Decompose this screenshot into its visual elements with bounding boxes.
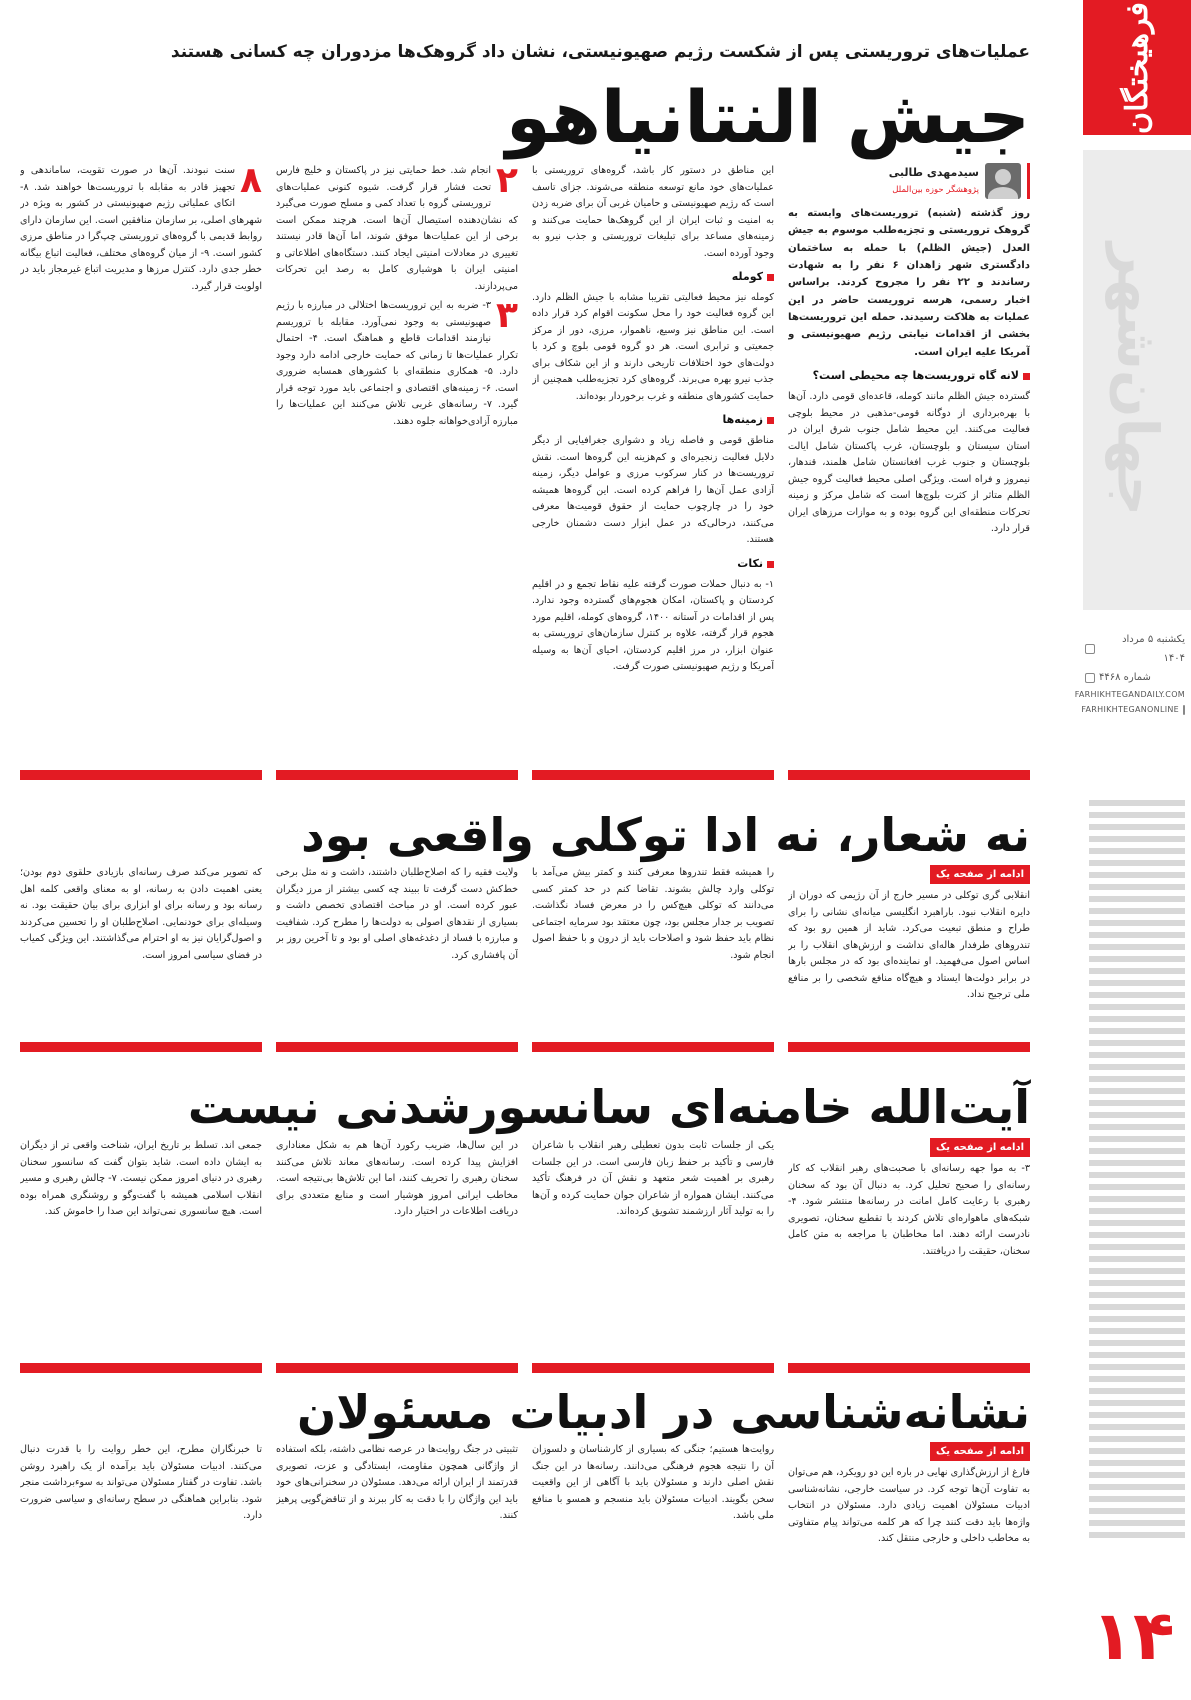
social-handle[interactable]: FARHIKHTEGANONLINE bbox=[1081, 705, 1179, 715]
article3-col-3 bbox=[276, 1138, 518, 1358]
article2-col-4 bbox=[20, 865, 262, 1035]
article4-col-4 bbox=[20, 1442, 262, 1687]
paragraph: انقلابی گری توکلی در مسیر خارج از آن رژیمی که دوران از دایره انقلاب نبود. باراهبرد انگلیسی میانه‌ای نشانی را برای طراح و منطق تبعیت می‌کرد. شاید از همین رو بود که تندروهای طرفدار هاله‌ای نداشت و ارزش‌های انقلاب را بر اساس اصول می‌فهمید. او نماینده‌ای بود که در مجلس بارها در برابر دولت‌ها ایستاد و هیچ‌گاه منافع شخصی را بر منافع ملی ترجیح نداد. bbox=[788, 890, 1030, 1001]
article1-lead: روز گذشته (شنبه) تروریست‌های وابسته به گروهک تروریستی و تجزیه‌طلب موسوم به جیش العدل (جیش الظلم) با حمله به ساختمان دادگستری شهر زاهدان ۶ نفر را به شهادت رساندند و ۲۲ نفر را مجروح کردند. براساس اخبار رسمی، هرسه تروریست حاضر در این عملیات به هلاکت رسیدند. حمله این تروریست‌ها بخشی از اقدامات نیابتی رژیم صهیونیستی و آمریکا علیه ایران است. bbox=[788, 208, 1030, 358]
paragraph: ولایت فقیه را که اصلاح‌طلبان داشتند، داشت و نه مثل برخی خط‌کش دست گرفت تا ببیند چه کسی بیشتر از مرز دیگران عبور کرده است. او در مباحث اقتصادی تخصص داشت و بسیاری از نقدهای اصولی به دولت‌ها را مطرح کرد. شفافیت و مبارزه با فساد از دغدغه‌های اصلی او بود و تا آخرین روز بر آن پافشاری کرد. bbox=[276, 867, 518, 961]
article2-title: نه شعار، نه ادا توکلی واقعی بود bbox=[301, 808, 1030, 862]
point-number-3: ۳ bbox=[496, 295, 518, 336]
paragraph: را همیشه فقط تندروها معرفی کنند و کمتر بیش می‌آمد با توکلی وارد چالش بشوند. تقاضا کنم در حد کمتر کسی می‌دانند که توکلی هیچ‌کس را در معرض فساد نگذاشت. تصویب بر جدار مجلس بود، چون معتقد بود سرمایه اجتماعی نظام باید حفظ شود و اصلاحات باید از درون و با حفظ اصول انجام شود. bbox=[532, 867, 774, 961]
article3-body bbox=[20, 1138, 1030, 1358]
date-text: یکشنبه ۵ مرداد ۱۴۰۴ bbox=[1122, 634, 1185, 664]
author-name: سیدمهدی طالبی bbox=[888, 166, 979, 180]
calendar-icon bbox=[1085, 644, 1095, 654]
paragraph: سنت نبودند. آن‌ها در صورت تقویت، ساماندهی و تجهیز قادر به مقابله با تروریست‌ها خواهند شد. ۸- اتکای عملیاتی رژیم صهیونیستی در کشور به ویژه در شهرهای اصلی، بر سازمان منافقین است. این سازمان دارای روابط قدیمی با گروه‌های تروریستی چپ‌گرا در مناطق مرزی کشور است. ۹- از میان گروه‌های مختلف، فعالیت اتباع بیگانه خطر جدی دارد. کنترل مرزها و مدیریت اتباع غیرمجاز باید در اولویت قرار گیرد. bbox=[20, 165, 262, 292]
paragraph: تا خبرنگاران مطرح، این خطر روایت را با قدرت دنبال می‌کنند. ادبیات مسئولان باید برآمده از یک راهبرد روشن باشد. تفاوت در گفتار مسئولان می‌تواند به سوءبرداشت منجر شود. بنابراین هماهنگی در سطح رسانه‌ای و سیاسی ضرورت دارد. bbox=[20, 1444, 262, 1521]
article4-title: نشانه‌شناسی در ادبیات مسئولان bbox=[296, 1385, 1030, 1439]
issue-meta bbox=[1074, 630, 1185, 717]
article1-title: جیش النتانیاهو bbox=[505, 75, 1030, 159]
article4-col-3 bbox=[276, 1442, 518, 1687]
divider-bar bbox=[20, 1042, 1030, 1052]
continued-badge: ادامه از صفحه یک bbox=[930, 1138, 1030, 1157]
avatar bbox=[985, 163, 1021, 199]
point-number-8: ۸ bbox=[240, 163, 262, 201]
article4-col-1 bbox=[788, 1442, 1030, 1687]
article1-col-4 bbox=[20, 163, 262, 763]
paragraph: این مناطق در دستور کار باشد، گروه‌های تروریستی با عملیات‌های خود مانع توسعه منطقه می‌شوند. جزای تاسف است که رژیم صهیونیستی و حامیان غربی آن برای ضربه زدن به امنیت و ثبات ایران از این گروهک‌ها حمایت می‌کنند و زمینه‌های مساعد برای تبلیغات تروریستی و جذب نیرو به وجود آورده است. bbox=[532, 165, 774, 259]
right-rail bbox=[1061, 0, 1191, 1700]
article2-col-2 bbox=[532, 865, 774, 1035]
article4-col-2 bbox=[532, 1442, 774, 1687]
continued-badge: ادامه از صفحه یک bbox=[930, 865, 1030, 884]
page-number: ۱۴ bbox=[1091, 1597, 1175, 1676]
author-role: پژوهشگر حوزه بین‌الملل bbox=[892, 185, 979, 196]
social-row[interactable] bbox=[1081, 702, 1185, 717]
date-row bbox=[1085, 630, 1185, 668]
paragraph: ۳- به موا جهه رسانه‌ای با صحبت‌های رهبر انقلاب که کار رسانه‌ای را صحیح تحلیل کرد. به دنبال آن بود که سخنان رهبری با رعایت کامل امانت در رسانه‌ها منتشر شود. ۴- شبکه‌های ماهواره‌ای تلاش کردند با تقطیع سخنان، تصویری نادرست ارائه دهند. اما مخاطبان با مراجعه به متن کامل سخنان، حقیقت را دریافتند. bbox=[788, 1163, 1030, 1257]
article1-col-3 bbox=[276, 163, 518, 763]
issue-row bbox=[1085, 668, 1185, 687]
section-title: جهان‌شهر bbox=[1104, 243, 1170, 517]
logo-text: فرهیختگان bbox=[1119, 1, 1155, 134]
article4-body bbox=[20, 1442, 1030, 1687]
author-byline bbox=[788, 163, 1030, 199]
paragraph: جمعی اند. تسلط بر تاریخ ایران، شناخت واقعی تر از دیگران به ایشان داده است. شاید بتوان گفت که سانسور سخنان رهبری در دنیای امروز ممکن نیست. ۷- چالش رهبری و مسیر انقلاب اسلامی همیشه با گفت‌وگو و روشنگری همراه بوده است. هیچ سانسوری نمی‌تواند این صدا را خاموش کند. bbox=[20, 1140, 262, 1217]
site-row[interactable] bbox=[1074, 687, 1185, 702]
subhead-context: لانه گاه تروریست‌ها چه محیطی است؟ bbox=[788, 367, 1030, 386]
paragraph: یکی از جلسات ثابت بدون تعطیلی رهبر انقلاب با شاعران فارسی و تأکید بر حفظ زبان فارسی است. در این جلسات رهبری بر اهمیت شعر متعهد و نقش آن در فرهنگ تأکید می‌کنند. ایشان همواره از شاعران جوان حمایت کرده و آن‌ها را به تولید آثار ارزشمند تشویق کرده‌اند. bbox=[532, 1140, 774, 1217]
masthead-logo bbox=[1083, 0, 1191, 135]
paragraph: که تصویر می‌کند صرف رسانه‌ای بازیادی حلقوی دوم بودن؛ یعنی اهمیت دادن به رسانه، او به معنای واقعی کلمه اهل رسانه بود و رسانه برای او ابزاری برای بیان حقیقت بود. نه وسیله‌ای برای خودنمایی. اصلاح‌طلبان او را تحسین می‌کردند و اصول‌گرایان نیز به او احترام می‌گذاشتند. این ویژگی کمیاب در فضای سیاسی امروز است. bbox=[20, 867, 262, 961]
divider-bar bbox=[20, 770, 1030, 780]
article1-kicker: عملیات‌های تروریستی پس از شکست رژیم صهیونیستی، نشان داد گروهک‌ها مزدوران چه کسانی هستند bbox=[170, 42, 1030, 62]
point-number-2: ۲ bbox=[496, 163, 518, 201]
divider-bar bbox=[20, 1363, 1030, 1373]
subhead-background: زمینه‌ها bbox=[532, 411, 774, 430]
paragraph: مناطق قومی و فاصله زیاد و دشواری جغرافیایی از دیگر دلایل فعالیت زنجیره‌ای و کم‌هزینه این گروه‌ها است. نقش تروریست‌ها در کنار سرکوب مرزی و عوامل دیگر، زمینه آزادی عمل آن‌ها را فراهم کرده است. این گروه‌ها همیشه خود را در چارچوب حمایت از حقوق قومیت‌ها معرفی می‌کنند، درحالی‌که در عمل ابزار دست دشمنان خارجی هستند. bbox=[532, 435, 774, 546]
paragraph: در این سال‌ها، ضریب رکورد آن‌ها هم به شکل معناداری افزایش پیدا کرده است. رسانه‌های معاند تلاش می‌کنند سخنان رهبری را تحریف کنند، اما این تلاش‌ها بی‌نتیجه است. مخاطب ایرانی امروز هوشیار است و منابع متعددی برای دریافت اطلاعات در اختیار دارد. bbox=[276, 1140, 518, 1217]
paragraph: فارغ از ارزش‌گذاری نهایی در باره این دو رویکرد، هم می‌توان به تفاوت آن‌ها توجه کرد. در سیاست خارجی، نشانه‌شناسی ادبیات مسئولان اهمیت زیادی دارد. مسئولان در انتخاب واژه‌ها باید دقت کنند چرا که هر کلمه می‌تواند پیام متفاوتی به مخاطب داخلی و خارجی منتقل کند. bbox=[788, 1467, 1030, 1545]
article2-col-1 bbox=[788, 865, 1030, 1035]
paragraph: انجام شد. خط حمایتی نیز در پاکستان و خلیج فارس تحت فشار قرار گرفت. شیوه کنونی عملیات‌های تروریستی گروه با تعداد کمی و مسلح صورت می‌گیرد که نشان‌دهنده استیصال آن‌ها است. هرچند ممکن است برخی از این عملیات‌ها موفق شوند، اما آن‌ها قادر نیستند تغییری در معادلات امنیتی ایجاد کنند. دستگاه‌های اطلاعاتی و امنیتی ایران با هوشیاری کامل به رصد این تحرکات می‌پردازند. bbox=[276, 165, 518, 292]
paragraph: ۱- به دنبال حملات صورت گرفته علیه نقاط تجمع و در اقلیم کردستان و پاکستان، امکان هجوم‌های گسترده وجود ندارد. پس از اقدامات در آستانه ۱۴۰۰، گروه‌های کومله، اقلیم مورد هجوم قرار گرفته، علاوه بر کنترل سازمان‌های تروریستی به عنوان ابزار، در مرز اقلیم کردستان، احیای آن‌ها به وسیله آمریکا و رژیم صهیونیستی صورت گرفت. bbox=[532, 578, 774, 673]
article1-col-1 bbox=[788, 163, 1030, 763]
paragraph: ۳- ضربه به این تروریست‌ها اختلالی در مبارزه با رژیم صهیونیستی به وجود نمی‌آورد. مقابله با تروریسم نیازمند اقدامات قاطع و هماهنگ است. ۴- احتمال تکرار عملیات‌ها تا زمانی که حمایت خارجی ادامه دارد وجود دارد. ۵- همکاری منطقه‌ای با کشورهای همسایه ضروری است. ۶- زمینه‌های اقتصادی و اجتماعی باید مورد توجه قرار گیرد. ۷- رسانه‌های غربی تلاش می‌کنند این عملیات‌ها را مبارزه آزادی‌خواهانه جلوه دهند. bbox=[276, 300, 518, 427]
article3-col-4 bbox=[20, 1138, 262, 1358]
article3-col-2 bbox=[532, 1138, 774, 1358]
paragraph: کومله نیز محیط فعالیتی تقریبا مشابه با جیش الظلم دارد. این گروه فعالیت خود را محل سکونت اقوام کرد قرار داده است. این مناطق نیز وسیع، ناهموار، مرزی، دور از مرکز جمعیتی و ترابری است. هر دو گروه قومی بلوچ و کرد با دولت‌های خود اختلافات تاریخی دارند و از این شکاف برای جذب نیرو بهره می‌برند. گروه‌های کرد تجزیه‌طلب همچنین از حمایت کشورهای منطقه و غرب برخوردار بوده‌اند. bbox=[532, 291, 774, 402]
paragraph: روایت‌ها هستیم؛ جنگی که بسیاری از کارشناسان و دلسوزان آن را نتیجه هجوم فرهنگی می‌دانند. رسانه‌ها در این جنگ نقش اصلی دارند و مسئولان باید با آگاهی از این واقعیت سخن بگویند. ادبیات مسئولان باید منسجم و همسو با منافع ملی باشد. bbox=[532, 1444, 774, 1521]
issue-text: شماره ۴۴۶۸ bbox=[1099, 672, 1151, 683]
paragraph: تثبیتی در جنگ روایت‌ها در عرصه نظامی داشته، بلکه استفاده از واژگانی همچون مقاومت، ایستادگی و عزت، تصویری قدرتمند از ایران ارائه می‌دهد. مسئولان در سخنرانی‌های خود باید این واژگان را با دقت به کار ببرند و از تناقض‌گویی پرهیز کنند. bbox=[276, 1444, 518, 1521]
article2-body bbox=[20, 865, 1030, 1035]
rail-decoration bbox=[1089, 800, 1185, 1540]
social-icon bbox=[1183, 705, 1185, 715]
article3-title: آیت‌الله خامنه‌ای سانسورشدنی نیست bbox=[187, 1080, 1030, 1134]
section-banner bbox=[1083, 150, 1191, 610]
article1-col-2 bbox=[532, 163, 774, 763]
paragraph: گسترده جیش الظلم مانند کومله، قاعده‌ای قومی دارد. آن‌ها با بهره‌برداری از دوگانه قومی-مذهبی در محیط بلوچی فعالیت می‌کنند. این محیط شامل جنوب شرق ایران در استان سیستان و بلوچستان، غرب پاکستان شامل ایالت بلوچستان و جنوب غرب افغانستان شامل هلمند، قندهار، نیمروز و فراه است. ویژگی اصلی محیط فعالیت گروه جیش الظلم متاثر از کثرت بلوچ‌ها است که شامل مرکز و زمینه تحرکات منطقه‌ای این گروه بوده و به موازات مرزهای ایران قرار دارد. bbox=[788, 391, 1030, 534]
article3-col-1 bbox=[788, 1138, 1030, 1358]
continued-badge: ادامه از صفحه یک bbox=[930, 1442, 1030, 1461]
subhead-kumleh: کومله bbox=[532, 268, 774, 287]
newspaper-icon bbox=[1085, 673, 1095, 683]
site-link[interactable]: FARHIKHTEGANDAILY.COM bbox=[1074, 690, 1185, 699]
article2-col-3 bbox=[276, 865, 518, 1035]
subhead-points: نکات bbox=[532, 555, 774, 574]
article1-body bbox=[20, 163, 1030, 763]
